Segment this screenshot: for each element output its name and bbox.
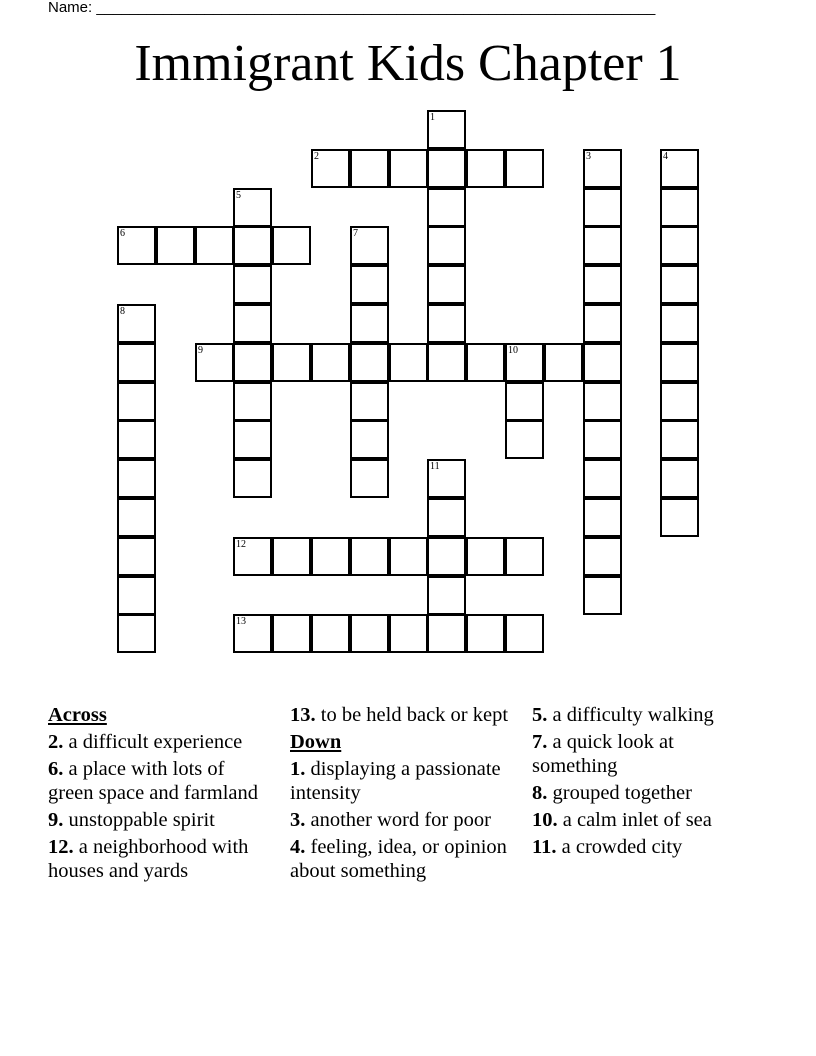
crossword-cell[interactable] — [117, 304, 156, 343]
clues-column-1 — [48, 703, 273, 886]
clue-number: 10 — [508, 345, 518, 356]
crossword-cell[interactable] — [427, 537, 466, 576]
crossword-cell[interactable] — [583, 226, 622, 265]
crossword-cell[interactable] — [233, 188, 272, 227]
crossword-cell[interactable] — [389, 149, 428, 188]
clue-item — [48, 835, 273, 883]
clue-item — [48, 757, 273, 805]
crossword-cell[interactable] — [117, 614, 156, 653]
across-clue-list — [48, 730, 273, 883]
crossword-cell[interactable] — [117, 498, 156, 537]
crossword-cell[interactable] — [389, 614, 428, 653]
crossword-cell[interactable] — [272, 226, 311, 265]
clue-number: 4 — [663, 151, 668, 162]
crossword-cell[interactable] — [505, 382, 544, 421]
clue-item-text: a place with lots of green space and farmland — [48, 758, 259, 804]
crossword-cell[interactable] — [583, 343, 622, 382]
crossword-cell[interactable] — [505, 343, 544, 382]
crossword-cell[interactable] — [350, 614, 389, 653]
clue-item-number: 2. — [48, 731, 64, 753]
clue-item — [290, 808, 515, 832]
clue-number: 6 — [120, 228, 125, 239]
crossword-cell[interactable] — [505, 149, 544, 188]
crossword-cell[interactable] — [466, 614, 505, 653]
crossword-cell[interactable] — [505, 614, 544, 653]
crossword-cell[interactable] — [311, 537, 350, 576]
page-title: Immigrant Kids Chapter 1 — [134, 35, 682, 92]
crossword-cell[interactable] — [311, 343, 350, 382]
crossword-cell[interactable] — [660, 226, 699, 265]
clue-item-number: 8. — [532, 782, 548, 804]
crossword-cell[interactable] — [427, 110, 466, 149]
crossword-cell[interactable] — [311, 614, 350, 653]
crossword-cell[interactable] — [350, 382, 389, 421]
crossword-cell[interactable] — [350, 537, 389, 576]
clue-number: 7 — [353, 228, 358, 239]
crossword-cell[interactable] — [272, 614, 311, 653]
crossword-cell[interactable] — [350, 459, 389, 498]
crossword-cell[interactable] — [583, 304, 622, 343]
clue-item-number: 10. — [532, 809, 558, 831]
crossword-cell[interactable] — [350, 343, 389, 382]
crossword-cell[interactable] — [117, 343, 156, 382]
clue-item — [290, 757, 515, 805]
crossword-cell[interactable] — [233, 420, 272, 459]
clue-number: 11 — [430, 461, 440, 472]
clue-item-text: a neighborhood with houses and yards — [48, 836, 249, 882]
crossword-cell[interactable] — [427, 149, 466, 188]
crossword-cell[interactable] — [427, 188, 466, 227]
clue-item-number: 12. — [48, 836, 74, 858]
crossword-cell[interactable] — [660, 382, 699, 421]
clue-item-number: 3. — [290, 809, 306, 831]
crossword-cell[interactable] — [350, 265, 389, 304]
across-heading: Across — [48, 704, 107, 726]
crossword-cell[interactable] — [660, 343, 699, 382]
crossword-cell[interactable] — [583, 576, 622, 615]
clue-item-number: 11. — [532, 836, 557, 858]
crossword-cell[interactable] — [583, 188, 622, 227]
clue-number: 1 — [430, 112, 435, 123]
crossword-cell[interactable] — [350, 304, 389, 343]
crossword-cell[interactable] — [427, 498, 466, 537]
clue-item — [532, 808, 757, 832]
clue-number: 8 — [120, 306, 125, 317]
down-clue-list-continued — [532, 703, 757, 859]
crossword-cell[interactable] — [505, 537, 544, 576]
crossword-cell[interactable] — [660, 420, 699, 459]
clue-item-text: a difficulty walking — [547, 704, 714, 726]
crossword-cell[interactable] — [350, 420, 389, 459]
clue-number: 9 — [198, 345, 203, 356]
clue-item-number: 1. — [290, 758, 306, 780]
crossword-cell[interactable] — [583, 265, 622, 304]
crossword-cell[interactable] — [117, 576, 156, 615]
crossword-cell[interactable] — [272, 343, 311, 382]
clue-item-text: a difficult experience — [63, 731, 243, 753]
crossword-cell[interactable] — [233, 614, 272, 653]
clue-item — [48, 730, 273, 754]
crossword-cell[interactable] — [660, 265, 699, 304]
crossword-cell[interactable] — [583, 537, 622, 576]
crossword-cell[interactable] — [233, 265, 272, 304]
clue-item-text: another word for poor — [305, 809, 491, 831]
crossword-cell[interactable] — [466, 149, 505, 188]
crossword-cell[interactable] — [583, 420, 622, 459]
crossword-cell[interactable] — [427, 343, 466, 382]
clue-item-text: a calm inlet of sea — [557, 809, 712, 831]
crossword-cell[interactable] — [117, 537, 156, 576]
crossword-cell[interactable] — [466, 343, 505, 382]
crossword-cell[interactable] — [350, 226, 389, 265]
clue-item-number: 6. — [48, 758, 64, 780]
clue-item-text: a quick look at something — [532, 731, 674, 777]
crossword-cell[interactable] — [350, 149, 389, 188]
crossword-cell[interactable] — [427, 265, 466, 304]
clue-item-text: to be held back or kept — [315, 704, 509, 726]
crossword-cell[interactable] — [583, 382, 622, 421]
clue-item-number: 4. — [290, 836, 306, 858]
crossword-cell[interactable] — [233, 304, 272, 343]
crossword-cell[interactable] — [583, 459, 622, 498]
clue-item — [290, 835, 515, 883]
crossword-cell[interactable] — [233, 537, 272, 576]
clue-number: 2 — [314, 151, 319, 162]
crossword-cell[interactable] — [389, 343, 428, 382]
clue-item-number: 7. — [532, 731, 548, 753]
crossword-cell[interactable] — [660, 459, 699, 498]
clue-item — [290, 703, 515, 727]
clue-item — [532, 835, 757, 859]
across-clue-list-continued — [290, 703, 515, 727]
crossword-cell[interactable] — [583, 498, 622, 537]
crossword-cell[interactable] — [427, 576, 466, 615]
crossword-cell[interactable] — [505, 420, 544, 459]
name-field-label: Name: ___________________________________________________________________ — [48, 0, 656, 16]
crossword-cell[interactable] — [427, 614, 466, 653]
crossword-cell[interactable] — [660, 188, 699, 227]
clue-number: 3 — [586, 151, 591, 162]
clue-number: 5 — [236, 190, 241, 201]
crossword-cell[interactable] — [311, 149, 350, 188]
crossword-cell[interactable] — [389, 537, 428, 576]
crossword-cell[interactable] — [195, 226, 234, 265]
crossword-cell[interactable] — [233, 382, 272, 421]
clue-item-text: grouped together — [547, 782, 692, 804]
crossword-cell[interactable] — [117, 420, 156, 459]
crossword-cell[interactable] — [117, 459, 156, 498]
crossword-cell[interactable] — [660, 498, 699, 537]
crossword-cell[interactable] — [233, 343, 272, 382]
down-clue-list — [290, 757, 515, 908]
down-heading: Down — [290, 731, 342, 753]
clue-item-text: feeling, idea, or opinion about something — [290, 836, 507, 882]
crossword-cell[interactable] — [660, 304, 699, 343]
clue-number: 13 — [236, 616, 246, 627]
crossword-cell[interactable] — [427, 226, 466, 265]
clue-item — [48, 808, 273, 832]
crossword-cell[interactable] — [660, 149, 699, 188]
clue-item-number: 5. — [532, 704, 548, 726]
crossword-cell[interactable] — [195, 343, 234, 382]
crossword-cell[interactable] — [233, 459, 272, 498]
crossword-cell[interactable] — [272, 537, 311, 576]
crossword-cell[interactable] — [233, 226, 272, 265]
clue-item — [532, 781, 757, 805]
crossword-cell[interactable] — [427, 459, 466, 498]
crossword-cell[interactable] — [156, 226, 195, 265]
clue-item — [532, 730, 757, 778]
clues-column-2 — [290, 703, 515, 908]
clue-item-text: unstoppable spirit — [63, 809, 215, 831]
crossword-cell[interactable] — [583, 149, 622, 188]
clue-number: 12 — [236, 539, 246, 550]
crossword-cell[interactable] — [117, 226, 156, 265]
clue-item-text: a crowded city — [556, 836, 683, 858]
crossword-cell[interactable] — [466, 537, 505, 576]
clue-item-number: 9. — [48, 809, 64, 831]
clue-item-number: 13. — [290, 704, 316, 726]
crossword-cell[interactable] — [117, 382, 156, 421]
crossword-cell[interactable] — [427, 304, 466, 343]
clues-column-3 — [532, 703, 757, 862]
crossword-cell[interactable] — [544, 343, 583, 382]
clue-item-text: displaying a passionate intensity — [290, 758, 501, 804]
clue-item — [532, 703, 757, 727]
